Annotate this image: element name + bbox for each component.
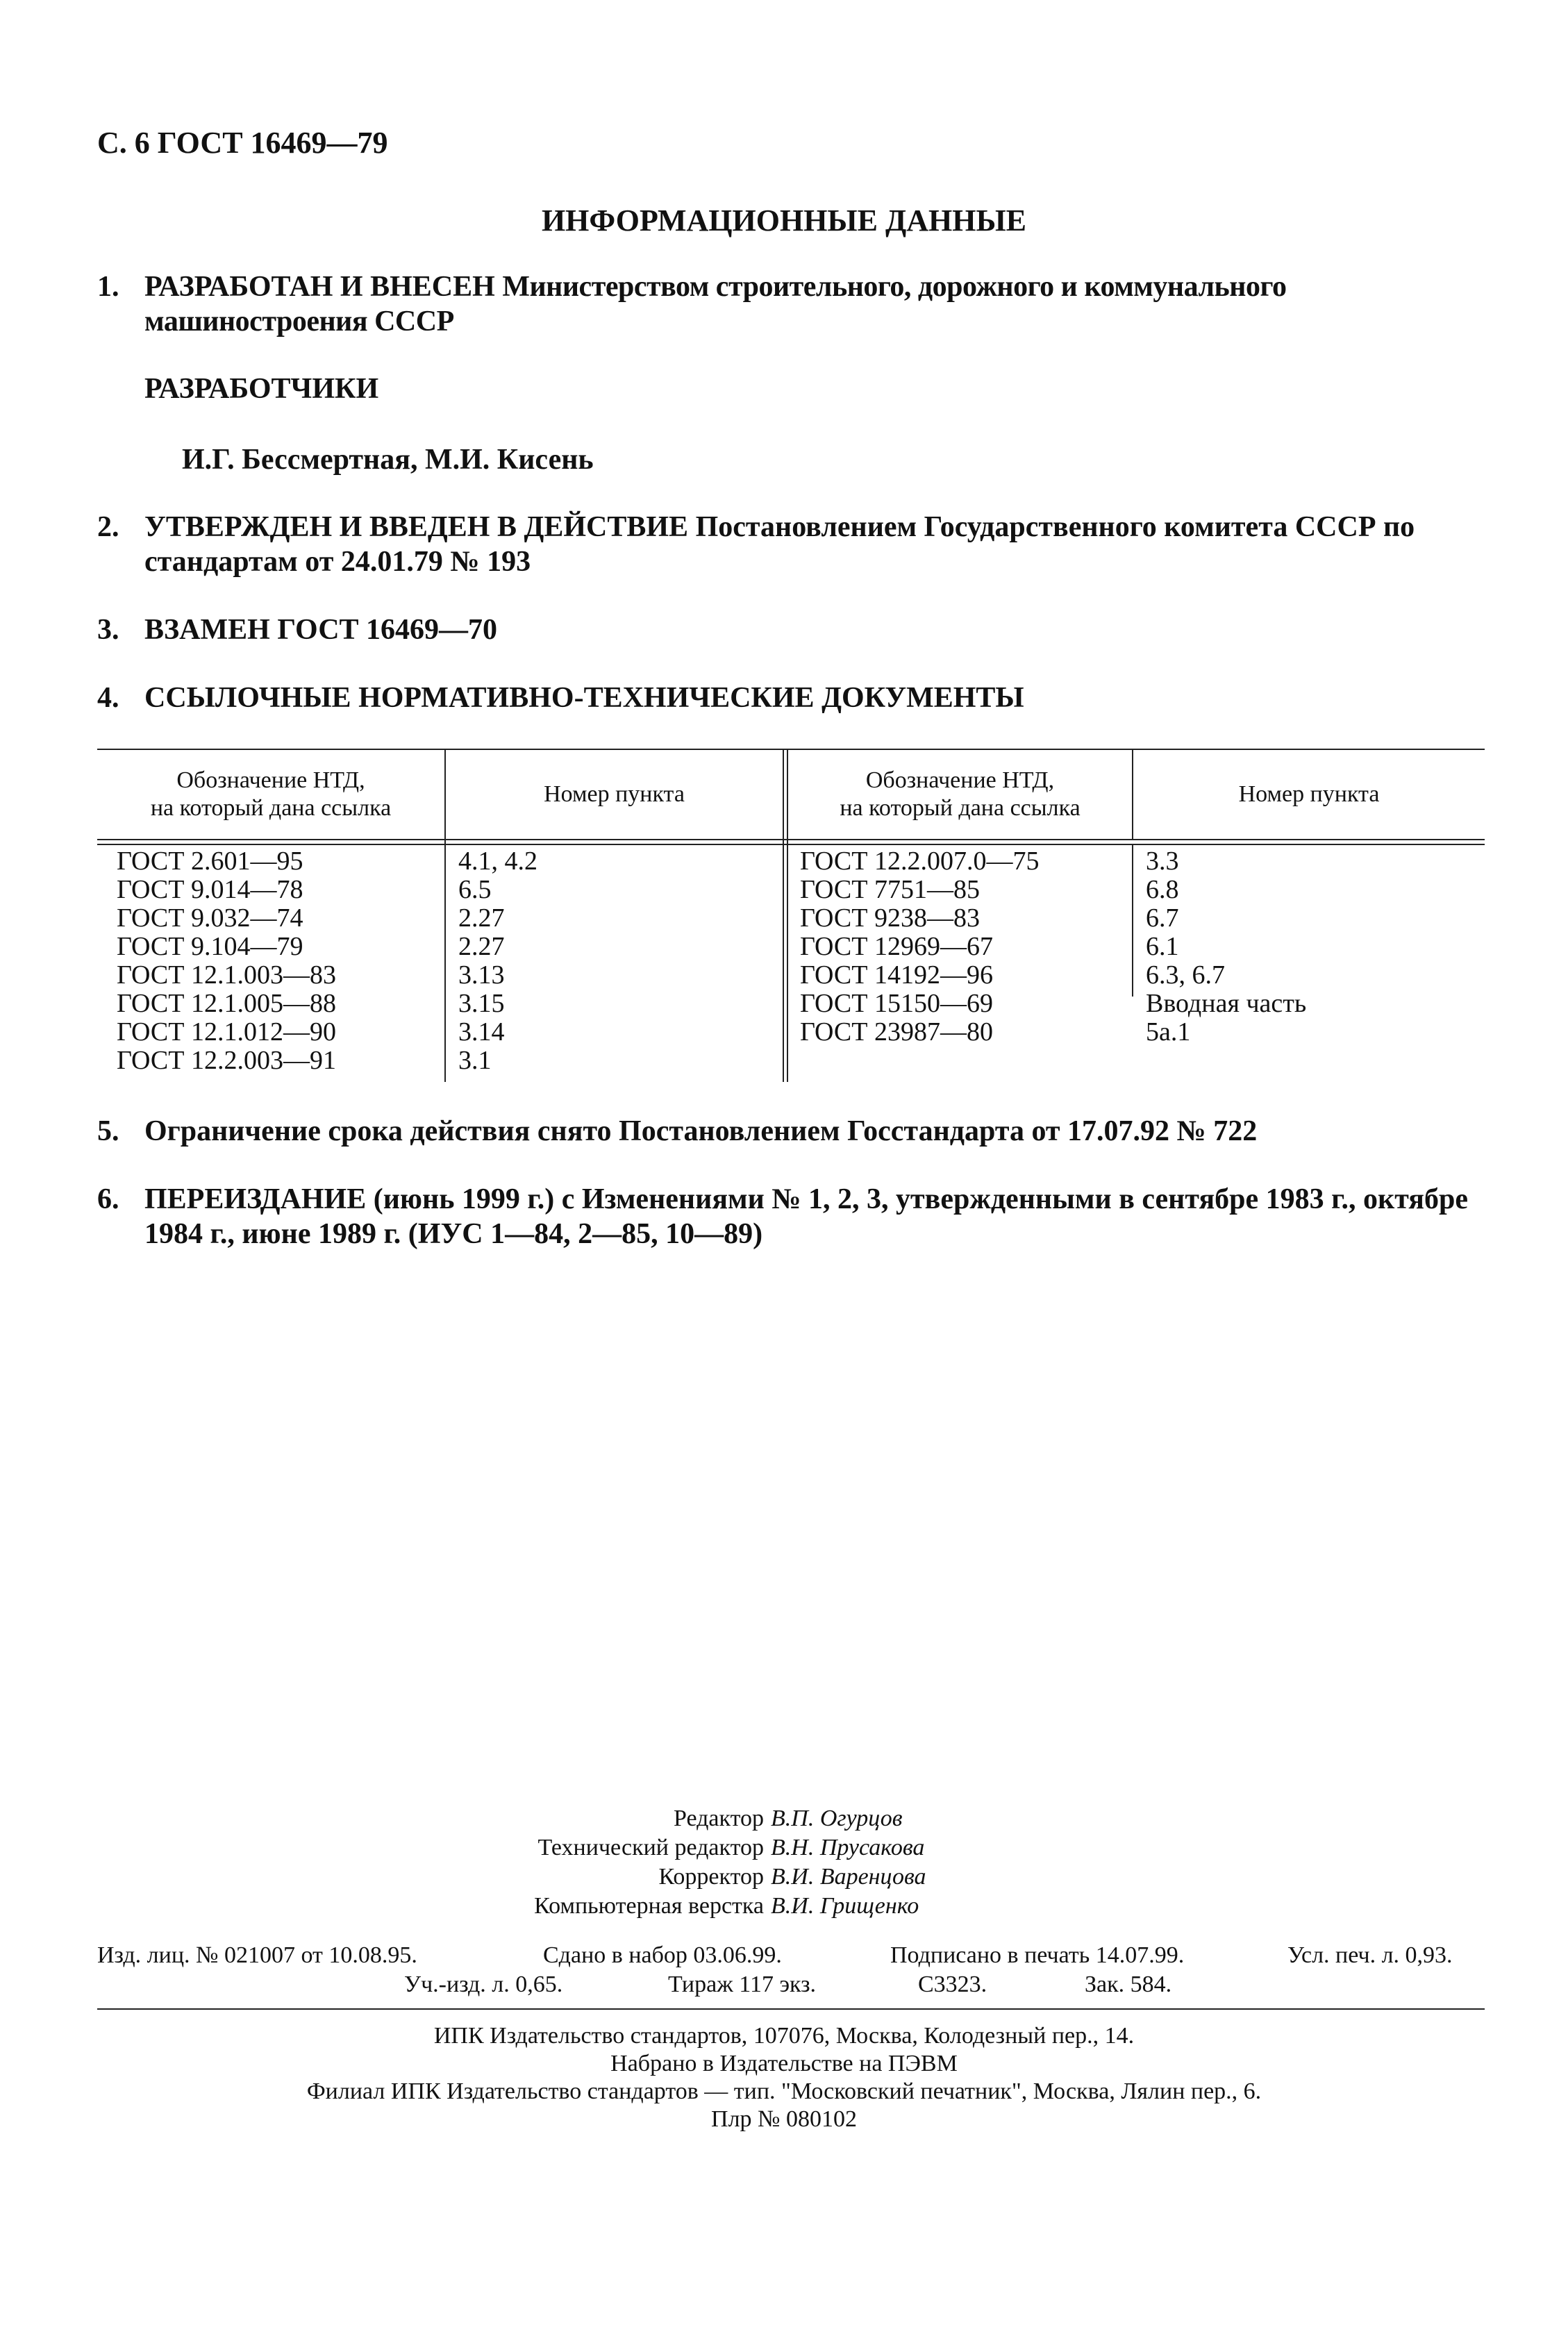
pub-order: Зак. 584. bbox=[1085, 1972, 1172, 1997]
table-cell: ГОСТ 12.2.007.0—75 bbox=[800, 847, 1040, 876]
item-text: (июнь 1999 г.) с Изменениями № 1, 2, 3, утвержденными в сентябре 1983 г., октябре 1984 г., июне 1989 г. (ИУС 1—84, 2—85, 10—89) bbox=[144, 1183, 1469, 1250]
item-number: 4. bbox=[97, 682, 119, 714]
pub-license: Изд. лиц. № 021007 от 10.08.95. bbox=[97, 1942, 417, 1968]
item-lead: УТВЕРЖДЕН И ВВЕДЕН В ДЕЙСТВИЕ bbox=[144, 511, 689, 543]
table-cell: ГОСТ 9238—83 bbox=[800, 903, 980, 933]
table-cell: 6.3, 6.7 bbox=[1146, 960, 1225, 990]
table-cell: ГОСТ 2.601—95 bbox=[117, 847, 303, 876]
table-left-ntd-column bbox=[117, 847, 336, 1075]
item-text: Министерством строительного, дорожного и коммунального машиностроения СССР bbox=[144, 271, 1287, 338]
item-text: Ограничение срока действия снято Постановлением Госстандарта от 17.07.92 № 722 bbox=[144, 1115, 1258, 1147]
table-cell: 4.1, 4.2 bbox=[458, 847, 537, 876]
item-lead: РАЗРАБОТАН И ВНЕСЕН bbox=[144, 271, 495, 303]
info-item-2 bbox=[97, 510, 1486, 579]
table-right-item-column bbox=[1146, 847, 1306, 1047]
table-cell: 3.14 bbox=[458, 1017, 505, 1047]
footer-line: Плр № 080102 bbox=[711, 2106, 857, 2132]
info-item-3 bbox=[97, 612, 1486, 647]
table-cell: 6.1 bbox=[1146, 932, 1179, 961]
item-number: 6. bbox=[97, 1183, 119, 1215]
table-cell: ГОСТ 15150—69 bbox=[800, 989, 993, 1018]
info-item-4 bbox=[97, 681, 1486, 715]
tech-editor-label: Технический редактор bbox=[537, 1835, 764, 1860]
table-cell: 6.8 bbox=[1146, 875, 1179, 904]
table-cell: ГОСТ 9.104—79 bbox=[117, 932, 303, 961]
table-header-item: Номер пункта bbox=[1238, 781, 1380, 807]
table-cell: 3.13 bbox=[458, 960, 505, 990]
pub-signed: Подписано в печать 14.07.99. bbox=[890, 1942, 1185, 1968]
developers-names: И.Г. Бессмертная, М.И. Кисень bbox=[182, 444, 594, 476]
footer-line: ИПК Издательство стандартов, 107076, Москва, Колодезный пер., 14. bbox=[433, 2023, 1135, 2049]
table-header-ntd: Обозначение НТД, на который дана ссылка bbox=[150, 767, 392, 821]
footer-rule bbox=[97, 2008, 1485, 2010]
pub-print-sheets: Усл. печ. л. 0,93. bbox=[1287, 1942, 1453, 1968]
footer-line: Набрано в Издательстве на ПЭВМ bbox=[610, 2051, 958, 2076]
footer-block bbox=[0, 2022, 1568, 2133]
section-title: ИНФОРМАЦИОННЫЕ ДАННЫЕ bbox=[541, 203, 1027, 238]
info-item-6 bbox=[97, 1182, 1486, 1251]
table-cell: ГОСТ 9.014—78 bbox=[117, 875, 303, 904]
table-cell: 2.27 bbox=[458, 932, 505, 961]
item-text: Постановлением Государственного комитета СССР по стандартам от 24.01.79 № 193 bbox=[144, 511, 1415, 578]
layout-name: В.И. Грищенко bbox=[771, 1893, 919, 1919]
reference-table bbox=[97, 749, 1485, 1082]
page-header: С. 6 ГОСТ 16469—79 bbox=[97, 126, 388, 160]
table-cell: ГОСТ 7751—85 bbox=[800, 875, 980, 904]
table-cell: ГОСТ 9.032—74 bbox=[117, 903, 303, 933]
table-left-item-column bbox=[458, 847, 537, 1075]
table-cell: 5а.1 bbox=[1146, 1017, 1191, 1047]
table-header-rule bbox=[97, 839, 1485, 840]
table-cell: 2.27 bbox=[458, 903, 505, 933]
pub-code: С3323. bbox=[918, 1972, 987, 1997]
item-number: 5. bbox=[97, 1115, 119, 1147]
table-right-ntd-column bbox=[800, 847, 1040, 1047]
table-col-divider bbox=[783, 749, 784, 1082]
item-lead: ПЕРЕИЗДАНИЕ bbox=[144, 1183, 367, 1215]
table-cell: 3.1 bbox=[458, 1046, 492, 1075]
tech-editor-name: В.Н. Прусакова bbox=[771, 1835, 925, 1860]
table-header-rule-2 bbox=[97, 844, 1485, 845]
corrector-name: В.И. Варенцова bbox=[771, 1864, 926, 1890]
table-cell: 6.7 bbox=[1146, 903, 1179, 933]
corrector-label: Корректор bbox=[658, 1864, 764, 1890]
table-cell: ГОСТ 12.1.003—83 bbox=[117, 960, 336, 990]
table-header-item: Номер пункта bbox=[544, 781, 685, 807]
table-cell: ГОСТ 12969—67 bbox=[800, 932, 993, 961]
editor-label: Редактор bbox=[674, 1806, 764, 1831]
table-cell: ГОСТ 12.2.003—91 bbox=[117, 1046, 336, 1075]
item-text: ВЗАМЕН ГОСТ 16469—70 bbox=[144, 614, 498, 646]
table-cell: 6.5 bbox=[458, 875, 492, 904]
developers-heading: РАЗРАБОТЧИКИ bbox=[144, 373, 379, 405]
table-cell: ГОСТ 12.1.005—88 bbox=[117, 989, 336, 1018]
table-top-rule bbox=[97, 749, 1485, 750]
table-cell: ГОСТ 23987—80 bbox=[800, 1017, 993, 1047]
layout-label: Компьютерная верстка bbox=[534, 1893, 764, 1919]
table-cell: ГОСТ 12.1.012—90 bbox=[117, 1017, 336, 1047]
table-header-ntd: Обозначение НТД, на который дана ссылка bbox=[840, 767, 1081, 821]
info-item-1 bbox=[97, 269, 1486, 339]
table-cell: ГОСТ 14192—96 bbox=[800, 960, 993, 990]
table-col-divider bbox=[1132, 844, 1133, 997]
footer-line: Филиал ИПК Издательство стандартов — тип. "Московский печатник", Москва, Лялин пер., 6. bbox=[306, 2078, 1262, 2104]
pub-sent: Сдано в набор 03.06.99. bbox=[543, 1942, 782, 1968]
pub-circulation: Тираж 117 экз. bbox=[668, 1972, 817, 1997]
pub-edit-sheets: Уч.-изд. л. 0,65. bbox=[404, 1972, 563, 1997]
credits-block bbox=[0, 1804, 1568, 1921]
info-item-5 bbox=[97, 1114, 1486, 1149]
item-number: 3. bbox=[97, 614, 119, 646]
item-number: 1. bbox=[97, 271, 119, 303]
editor-name: В.П. Огурцов bbox=[771, 1806, 903, 1831]
table-cell: 3.3 bbox=[1146, 847, 1179, 876]
item-text: ССЫЛОЧНЫЕ НОРМАТИВНО-ТЕХНИЧЕСКИЕ ДОКУМЕНТЫ bbox=[144, 682, 1024, 714]
table-cell: 3.15 bbox=[458, 989, 505, 1018]
table-cell: Вводная часть bbox=[1146, 989, 1307, 1018]
item-number: 2. bbox=[97, 511, 119, 543]
